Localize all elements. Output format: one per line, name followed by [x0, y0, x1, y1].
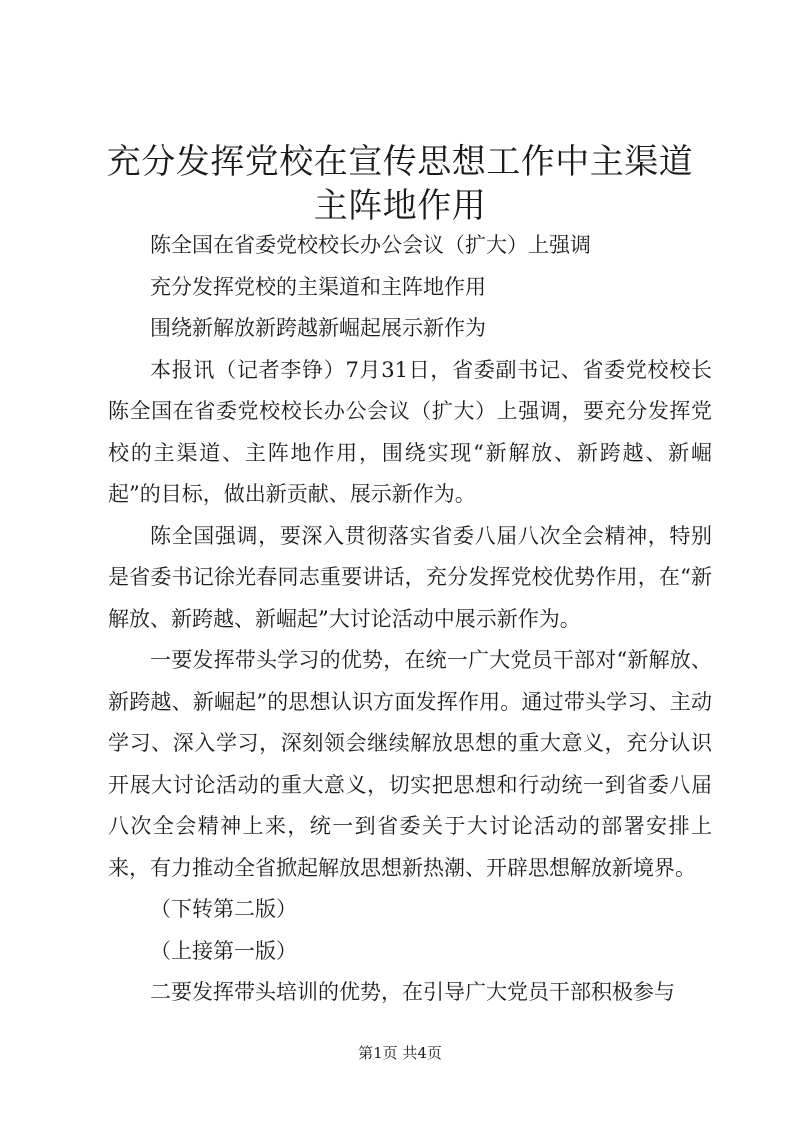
subheading-3: 围绕新解放新跨越新崛起展示新作为: [150, 316, 486, 340]
paragraph-news-lead: 本报讯（记者李铮）7月31日，省委副书记、省委党校校长陈全国在省委党校校长办公会议（扩大）上强调，要充分发挥党校的主渠道、主阵地作用，围绕实现“新解放、新跨越、新崛起”的目标，做出新贡献、展示新作为。: [108, 357, 712, 506]
page-number: 第1页 共4页: [358, 1044, 442, 1062]
continued-from-note: （上接第一版）: [150, 938, 297, 963]
paragraph-point-one: 一要发挥带头学习的优势，在统一广大党员干部对“新解放、新跨越、新崛起”的思想认识方面发挥作用。通过带头学习、主动学习、深入学习，深刻领会继续解放思想的重大意义，充分认识开展大讨论活动的重大意义，切实把思想和行动统一到省委八届八次全会精神上来，统一到省委关于大讨论活动的部署安排上来，有力推动全省掀起解放思想新热潮、开辟思想解放新境界。: [108, 648, 712, 880]
page-footer: [0, 1043, 800, 1063]
continued-note: （下转第二版）: [150, 897, 297, 921]
subheading-1: 陈全国在省委党校校长办公会议（扩大）上强调: [150, 233, 591, 257]
paragraph-emphasis: 陈全国强调，要深入贯彻落实省委八届八次全会精神，特别是省委书记徐光春同志重要讲话，充分发挥党校优势作用，在“新解放、新跨越、新崛起”大讨论活动中展示新作为。: [108, 523, 712, 631]
document-body: [108, 225, 712, 1014]
subheading-2: 充分发挥党校的主渠道和主阵地作用: [150, 274, 486, 299]
document-title: 充分发挥党校在宣传思想工作中主渠道主阵地作用: [106, 142, 694, 226]
paragraph-point-two: 二要发挥带头培训的优势，在引导广大党员干部积极参与: [150, 980, 675, 1004]
